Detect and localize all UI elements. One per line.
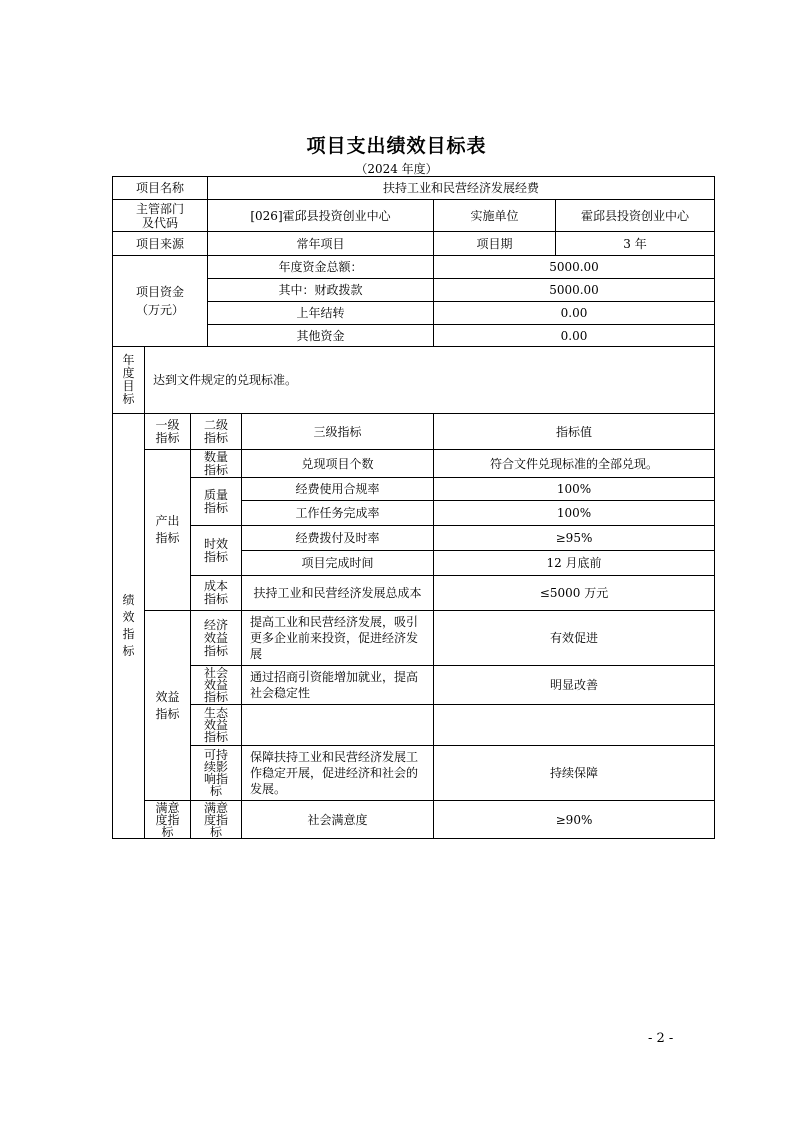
- output-indicator-label: 产出指标: [155, 514, 180, 545]
- social-benefit-label: 社会效益指标: [203, 666, 228, 704]
- time-value-2: 12 月底前: [546, 556, 602, 570]
- period-value: 3 年: [623, 236, 647, 251]
- page-title: 项目支出绩效目标表: [306, 135, 487, 157]
- funds-other-value: 0.00: [560, 328, 588, 343]
- funds-label: 项目资金（万元）: [135, 285, 184, 317]
- econ-benefit-label: 经济效益指标: [203, 617, 228, 658]
- funds-other-label: 其他资金: [296, 328, 345, 343]
- header-value: 指标值: [555, 424, 592, 439]
- funds-carryover-value: 0.00: [560, 306, 588, 320]
- funds-carryover-label: 上年结转: [296, 306, 345, 320]
- header-level2: 二级指标: [203, 417, 228, 445]
- social-benefit-value: 明显改善: [549, 678, 598, 692]
- dept-label: 主管部门及代码: [135, 201, 184, 230]
- econ-benefit-item: 提高工业和民营经济发展，吸引更多企业前来投资，促进经济发展: [250, 615, 419, 661]
- quantity-item: 兑现项目个数: [301, 456, 374, 471]
- cost-item: 扶持工业和民营经济发展总成本: [253, 586, 422, 600]
- project-name-value: 扶持工业和民营经济发展经费: [382, 181, 539, 195]
- quantity-value: 符合文件兑现标准的全部兑现。: [489, 456, 658, 471]
- header-level3: 三级指标: [313, 424, 362, 439]
- page-number: - 2 -: [648, 1031, 674, 1046]
- time-indicator-label: 时效指标: [203, 536, 228, 564]
- period-label: 项目期: [476, 236, 513, 251]
- quality-indicator-label: 质量指标: [203, 487, 228, 515]
- satisfaction-value: ≥90%: [555, 812, 593, 827]
- dept-value: [026]霍邱县投资创业中心: [250, 208, 391, 223]
- quantity-indicator-label: 数量指标: [203, 449, 228, 477]
- quality-value-1: 100%: [556, 482, 592, 496]
- eco-benefit-item: [242, 705, 433, 745]
- source-label: 项目来源: [135, 236, 184, 251]
- sustain-benefit-label: 可持续影响指标: [203, 748, 228, 798]
- funds-fiscal-value: 5000.00: [549, 283, 599, 297]
- funds-total-value: 5000.00: [549, 260, 599, 274]
- quality-item-1: 经费使用合规率: [295, 482, 380, 496]
- impl-value: 霍邱县投资创业中心: [580, 208, 689, 223]
- indicators-section-label: 绩效指标: [122, 593, 135, 658]
- eco-benefit-value: [434, 705, 714, 745]
- time-item-1: 经费拨付及时率: [295, 531, 380, 545]
- time-value-1: ≥95%: [555, 531, 593, 545]
- source-value: 常年项目: [296, 236, 345, 251]
- project-name-label: 项目名称: [135, 181, 184, 195]
- cost-value: ≤5000 万元: [539, 586, 609, 600]
- satisfaction-item: 社会满意度: [307, 812, 368, 827]
- quality-item-2: 工作任务完成率: [295, 506, 380, 520]
- benefit-indicator-label: 效益指标: [155, 689, 180, 721]
- page-subtitle: （2024 年度）: [355, 162, 438, 176]
- econ-benefit-value: 有效促进: [549, 631, 598, 645]
- funds-fiscal-label: 其中：财政拨款: [278, 283, 363, 297]
- impl-label: 实施单位: [470, 208, 519, 223]
- eco-benefit-label: 生态效益指标: [203, 706, 228, 744]
- satisfaction-level2-label: 满意度指标: [203, 800, 228, 839]
- quality-value-2: 100%: [556, 506, 592, 520]
- satisfaction-level1-label: 满意度指标: [155, 800, 180, 839]
- sustain-benefit-item: 保障扶持工业和民营经济发展工作稳定开展，促进经济和社会的发展。: [250, 750, 419, 796]
- annual-goal-label: 年度目标: [122, 353, 135, 406]
- social-benefit-item: 通过招商引资能增加就业，提高社会稳定性: [250, 670, 419, 700]
- annual-goal-value: 达到文件规定的兑现标准。: [153, 373, 298, 387]
- sustain-benefit-value: 持续保障: [549, 766, 598, 780]
- header-level1: 一级指标: [155, 417, 180, 445]
- funds-total-label: 年度资金总额：: [278, 260, 363, 274]
- time-item-2: 项目完成时间: [301, 556, 374, 570]
- cost-indicator-label: 成本指标: [203, 579, 228, 606]
